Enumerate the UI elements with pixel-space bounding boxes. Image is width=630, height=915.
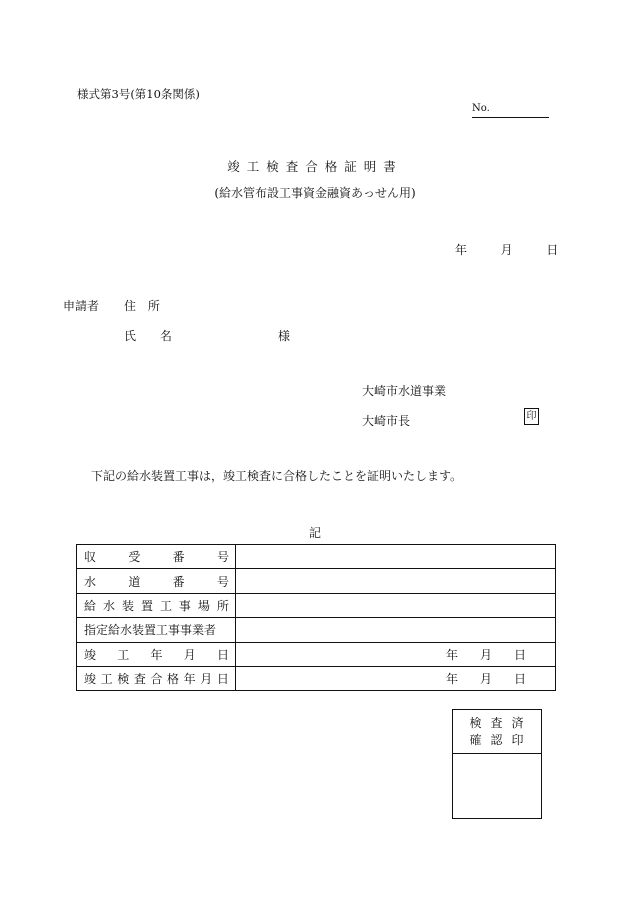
row-label [77, 593, 236, 617]
row-label-char: 番 [172, 550, 185, 565]
table-row [77, 666, 556, 690]
form-number: 様式第3号(第10条関係) [77, 87, 200, 101]
row-label-char: 合 [150, 672, 163, 687]
row-label-char: 検 [117, 672, 130, 687]
document-title: 竣工検査合格証明書 [227, 159, 403, 174]
row-label-char: 装 [121, 598, 134, 613]
certification-text: 下記の給水装置工事は，竣工検査に合格したことを証明いたします。 [91, 469, 463, 483]
row-label-char: 査 [133, 672, 146, 687]
row-value-year: 年 [445, 647, 458, 662]
row-label-char: 置 [140, 598, 153, 613]
document-subtitle: (給水管布設工事資金融資あっせん用) [214, 186, 416, 200]
row-value-year: 年 [445, 672, 458, 687]
row-label [77, 666, 236, 690]
name-label: 氏 名 [124, 329, 182, 343]
row-value-day: 日 [513, 647, 526, 662]
inspection-stamp-line1: 検査済 [469, 716, 533, 730]
row-label-char: 番 [172, 574, 185, 589]
row-label-char: 竣 [84, 647, 97, 662]
row-label [77, 642, 236, 666]
row-label-char: 月 [183, 647, 196, 662]
row-value-field[interactable] [236, 569, 556, 593]
address-label: 住 所 [124, 299, 164, 313]
row-label-char: 収 [84, 550, 97, 565]
row-value-field[interactable] [236, 642, 556, 666]
row-label-char: 格 [167, 672, 180, 687]
row-label-char: 受 [128, 550, 141, 565]
document-number-field[interactable] [472, 103, 549, 118]
inspection-stamp-area[interactable] [453, 754, 541, 816]
row-label [77, 545, 236, 569]
document-number-label: No. [472, 103, 490, 114]
row-label-char: 水 [84, 574, 97, 589]
row-label-char: 工 [100, 672, 113, 687]
issue-date-month: 月 [500, 243, 513, 257]
seal-mark: 印 [524, 408, 539, 425]
row-label [77, 569, 236, 593]
row-label-char: 場 [197, 598, 210, 613]
row-value-field[interactable] [236, 666, 556, 690]
row-value-field[interactable] [236, 593, 556, 617]
table-row [77, 618, 556, 642]
table-row [77, 593, 556, 617]
row-label-char: 日 [216, 647, 229, 662]
table-row [77, 545, 556, 569]
inspection-stamp-box [452, 709, 542, 819]
issue-date-day: 日 [546, 243, 559, 257]
row-label-char: 所 [216, 598, 229, 613]
table-row [77, 642, 556, 666]
applicant-label: 申請者 [63, 299, 100, 313]
row-value-day: 日 [513, 672, 526, 687]
row-label-char: 竣 [84, 672, 97, 687]
issue-date [455, 241, 558, 258]
row-label-char: 号 [216, 574, 229, 589]
row-value-field[interactable] [236, 618, 556, 642]
row-label-char: 日 [216, 672, 229, 687]
row-label-char: 年 [150, 647, 163, 662]
issue-date-year: 年 [455, 243, 468, 257]
row-label-char: 月 [200, 672, 213, 687]
inspection-stamp-line2: 確認印 [469, 733, 533, 747]
row-label [77, 618, 236, 642]
row-label-char: 水 [102, 598, 115, 613]
row-value-month: 月 [479, 647, 492, 662]
row-label-char: 給 [84, 598, 97, 613]
honorific: 様 [278, 329, 291, 343]
table-row [77, 569, 556, 593]
details-table [76, 544, 556, 691]
row-value-field[interactable] [236, 545, 556, 569]
row-label-char: 工 [159, 598, 172, 613]
issuer-organization: 大崎市水道事業 [362, 384, 447, 398]
row-label-char: 年 [183, 672, 196, 687]
ki-heading: 記 [308, 526, 321, 540]
row-label-char: 事 [178, 598, 191, 613]
row-label-char: 号 [216, 550, 229, 565]
row-value-month: 月 [479, 672, 492, 687]
row-label-char: 工 [117, 647, 130, 662]
row-label-char: 指定給水装置工事事業者 [84, 623, 217, 638]
issuer-mayor: 大崎市長 [362, 414, 411, 428]
inspection-stamp-header [453, 710, 541, 754]
row-label-char: 道 [128, 574, 141, 589]
